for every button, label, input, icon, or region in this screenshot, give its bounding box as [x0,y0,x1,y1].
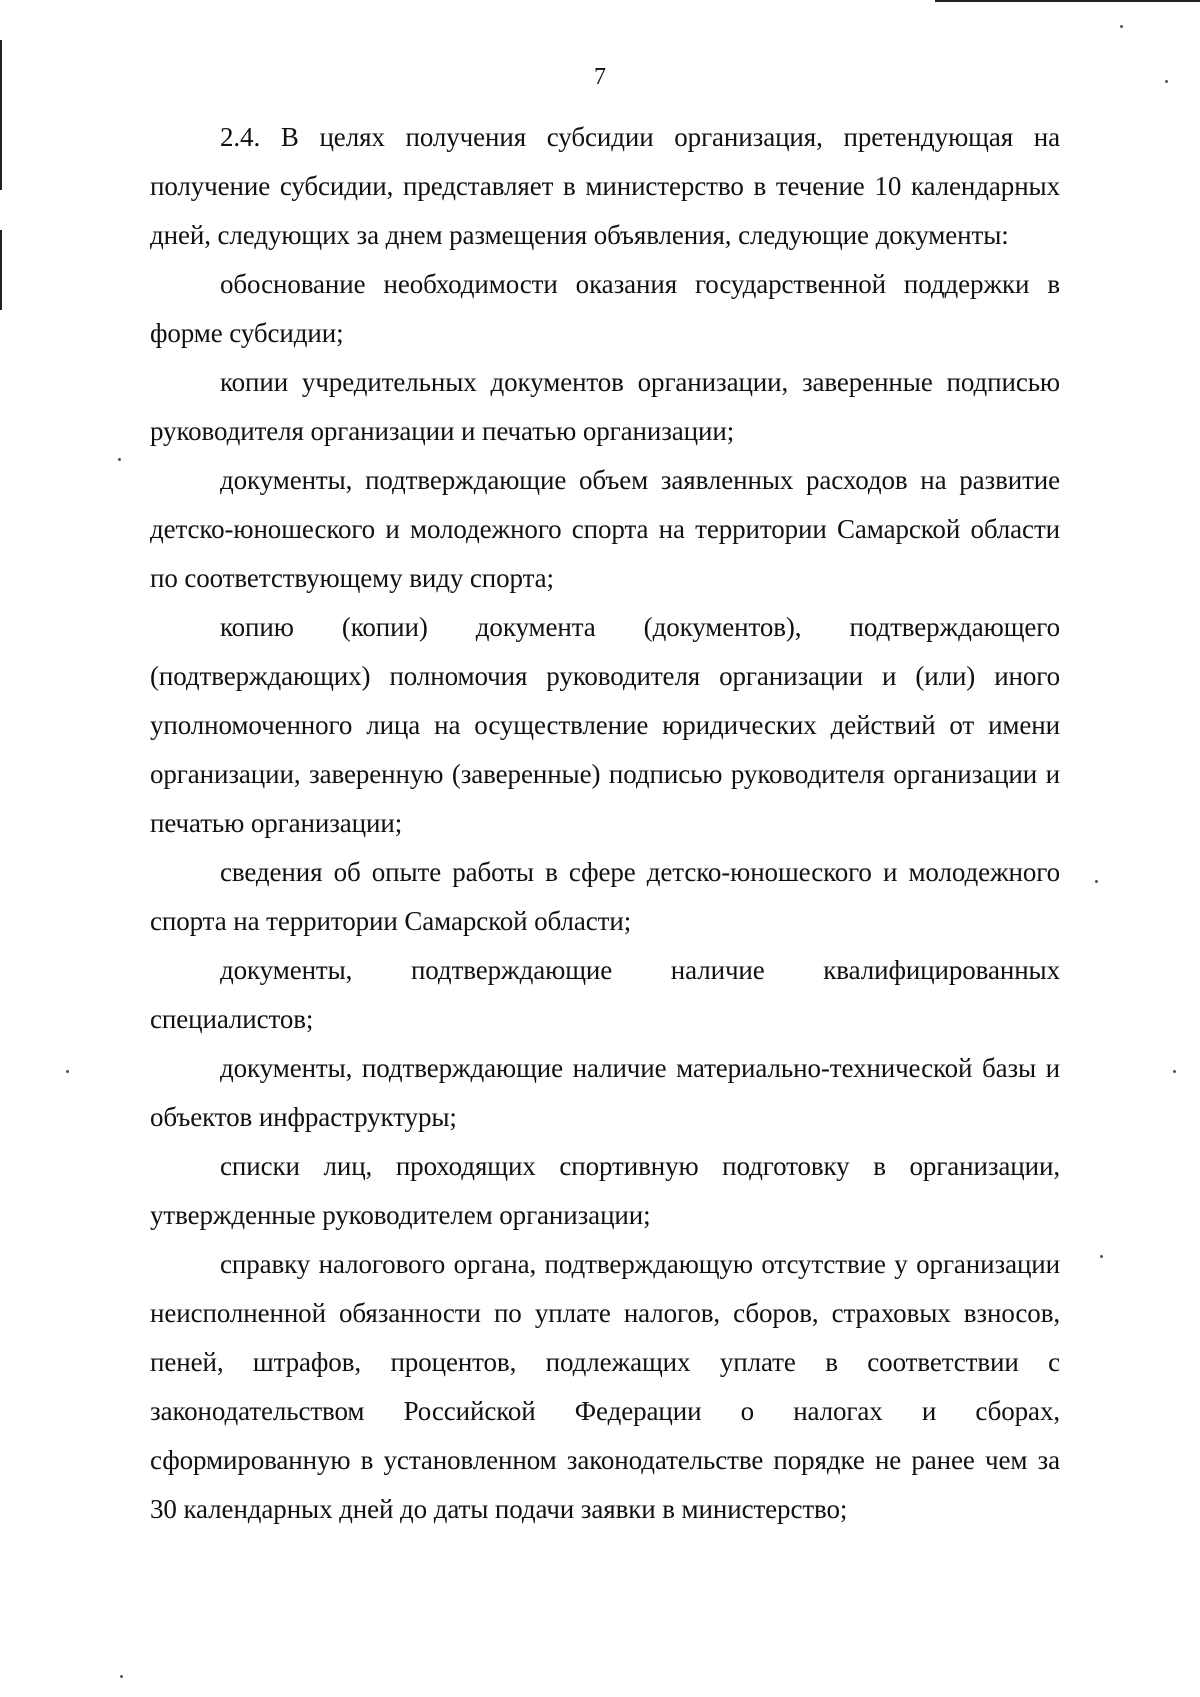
paragraph: копии учредительных документов организации, заверенные подписью руководителя организации и печатью организации; [150,367,1060,446]
page-number: 7 [594,64,606,90]
document-body [150,113,1060,1534]
scan-speck [66,1070,69,1073]
scan-speck [1173,1070,1176,1073]
paragraph: сведения об опыте работы в сфере детско-юношеского и молодежного спорта на территории Самарской области; [150,857,1060,936]
paragraph: документы, подтверждающие наличие материально-технической базы и объектов инфраструктуры; [150,1053,1060,1132]
scan-edge-line [935,0,1200,2]
scan-speck [118,458,121,461]
paragraph: списки лиц, проходящих спортивную подготовку в организации, утвержденные руководителем организации; [150,1151,1060,1230]
paragraph: справку налогового органа, подтверждающую отсутствие у организации неисполненной обязанности по уплате налогов, сборов, страховых взносов, пеней, штрафов, процентов, подлежащих уплате в соответствии с законодательством Российской Федерации о налогах и сборах, сформированную в установленном законодательстве порядке не ранее чем за 30 календарных дней до даты подачи заявки в министерство; [150,1249,1060,1524]
scan-speck [120,1675,123,1678]
scan-speck [1095,880,1098,883]
paragraph: обоснование необходимости оказания государственной поддержки в форме субсидии; [150,269,1060,348]
scan-speck [1100,1255,1103,1258]
paragraph: копию (копии) документа (документов), подтверждающего (подтверждающих) полномочия руководителя организации и (или) иного уполномоченного лица на осуществление юридических действий от имени организации, заверенную (заверенные) подписью руководителя организации и печатью организации; [150,612,1060,838]
paragraph: документы, подтверждающие объем заявленных расходов на развитие детско-юношеского и молодежного спорта на территории Самарской области по соответствующему виду спорта; [150,465,1060,593]
paragraph: документы, подтверждающие наличие квалифицированных специалистов; [150,955,1060,1034]
paragraph: 2.4. В целях получения субсидии организация, претендующая на получение субсидии, представляет в министерство в течение 10 календарных дней, следующих за днем размещения объявления, следующие документы: [150,122,1060,250]
scan-edge-line [0,230,2,310]
scan-speck [1120,25,1123,28]
